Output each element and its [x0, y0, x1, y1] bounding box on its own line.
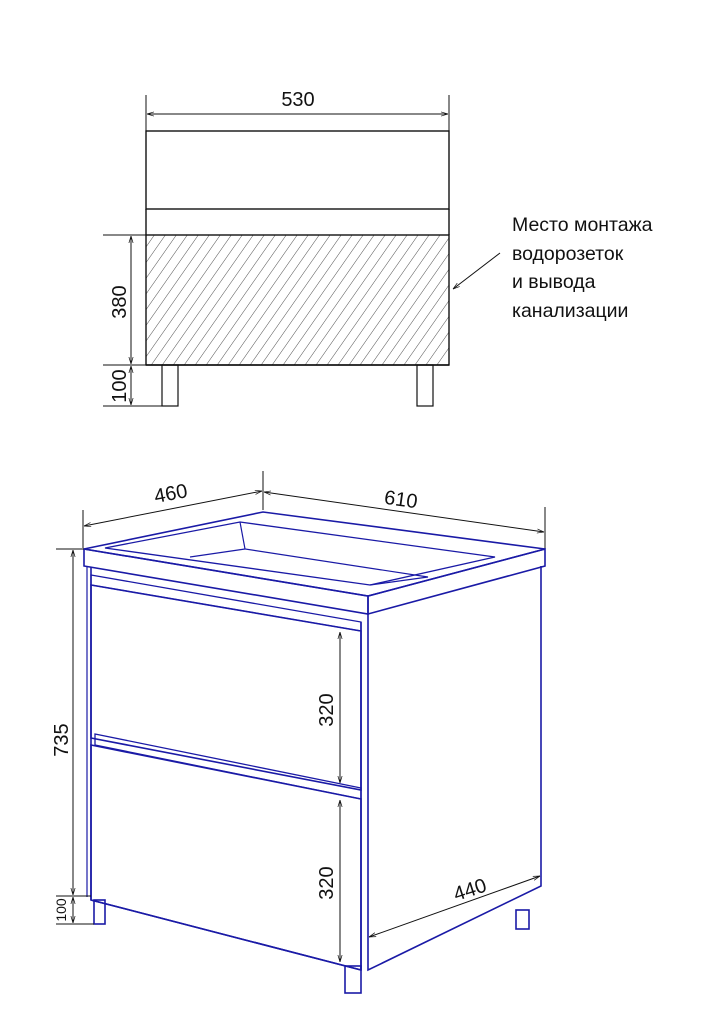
- front-top-panel: [146, 131, 449, 209]
- iso-basin-inner: [240, 522, 428, 585]
- front-height-dim-text: 380: [109, 285, 131, 319]
- iso-cabinet-side: [368, 566, 541, 970]
- installation-note: [512, 211, 653, 325]
- annotation-leader: [453, 253, 500, 289]
- iso-view: [51, 471, 545, 993]
- front-hatched-zone: [146, 235, 449, 365]
- iso-leg-back-right: [516, 910, 529, 929]
- iso-top-rail: [91, 575, 361, 631]
- front-view: [103, 89, 500, 406]
- note-line-2: водорозеток: [512, 242, 624, 265]
- iso-total-height-dim-text: 735: [51, 723, 73, 757]
- front-leg-right: [417, 365, 433, 406]
- iso-leg-dim-text: 100: [53, 898, 69, 922]
- iso-drawer-top-dim-text: 320: [316, 693, 338, 727]
- iso-width-dim-text: 610: [382, 486, 419, 514]
- note-line-1: Место монтажа: [512, 214, 653, 236]
- iso-middle-rail: [95, 734, 361, 799]
- iso-drawer-upper: [91, 585, 361, 790]
- note-line-4: канализации: [512, 299, 629, 322]
- iso-depth-dim-text: 460: [152, 480, 190, 509]
- note-line-3: и вывода: [512, 271, 596, 293]
- front-leg-left: [162, 365, 178, 406]
- front-leg-dim-text: 100: [109, 369, 131, 403]
- iso-drawer-lower: [91, 745, 361, 970]
- iso-drawer-bottom-dim-text: 320: [316, 866, 338, 900]
- front-width-dim-text: 530: [281, 89, 315, 111]
- iso-basin-rim: [105, 522, 495, 585]
- iso-inner-depth-dim-text: 440: [450, 874, 490, 906]
